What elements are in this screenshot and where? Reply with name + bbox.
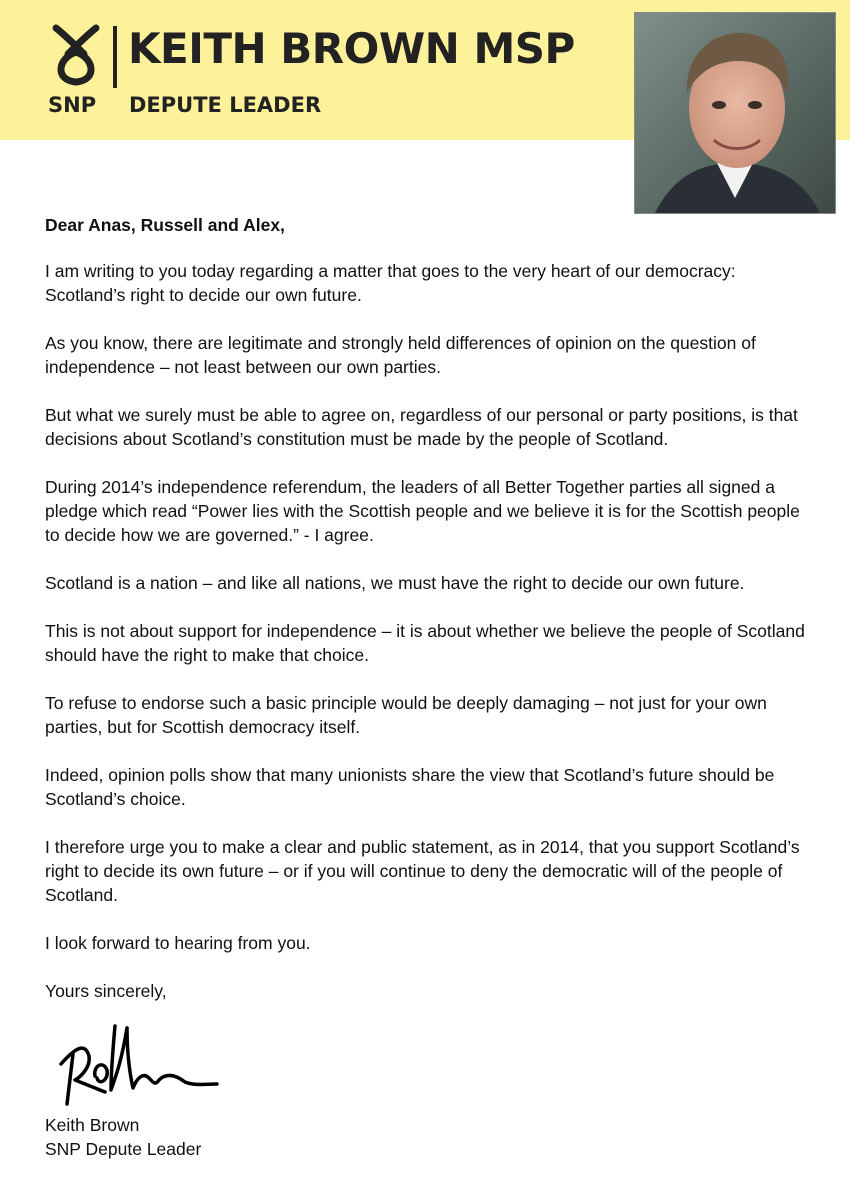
salutation: Dear Anas, Russell and Alex, [45, 215, 285, 235]
letter-paragraph: Scotland is a nation – and like all nations, we must have the right to decide our own future. [45, 573, 745, 593]
letter-paragraph: To refuse to endorse such a basic principle would be deeply damaging – not just for your own parties, but for Scottish democracy itself. [45, 693, 767, 737]
signature-block [45, 1113, 201, 1161]
handwritten-signature [55, 1018, 225, 1110]
letter-paragraph: I am writing to you today regarding a matter that goes to the very heart of our democracy: Scotland’s right to decide our own future. [45, 261, 736, 305]
party-label: SNP [48, 93, 97, 117]
header-title: KEITH BROWN MSP [128, 24, 575, 73]
letter-paragraph: I therefore urge you to make a clear and public statement, as in 2014, that you support Scotland’s right to decide its own future – or if you will continue to deny the democratic will of the people of Scotland. [45, 837, 800, 905]
letter-paragraph: This is not about support for independence – it is about whether we believe the people of Scotland should have the right to make that choice. [45, 621, 805, 665]
snp-logo-icon [46, 22, 106, 88]
letter-paragraph: I look forward to hearing from you. [45, 933, 311, 953]
letter-paragraph: As you know, there are legitimate and strongly held differences of opinion on the question of independence – not least between our own parties. [45, 333, 756, 377]
letter-body [45, 213, 815, 1003]
letter-paragraph: During 2014’s independence referendum, the leaders of all Better Together parties all signed a pledge which read “Power lies with the Scottish people and we believe it is for the Scottish people to decide how we are governed.” - I agree. [45, 477, 800, 545]
letter-paragraph: But what we surely must be able to agree on, regardless of our personal or party positions, is that decisions about Scotland’s constitution must be made by the people of Scotland. [45, 405, 798, 449]
header-divider [113, 26, 117, 88]
header-subtitle: DEPUTE LEADER [129, 93, 322, 117]
signer-title: SNP Depute Leader [45, 1139, 202, 1159]
letter-paragraph: Indeed, opinion polls show that many unionists share the view that Scotland’s future should be Scotland’s choice. [45, 765, 775, 809]
signer-name: Keith Brown [45, 1115, 140, 1135]
portrait-photo [634, 12, 836, 214]
closing: Yours sincerely, [45, 981, 167, 1001]
